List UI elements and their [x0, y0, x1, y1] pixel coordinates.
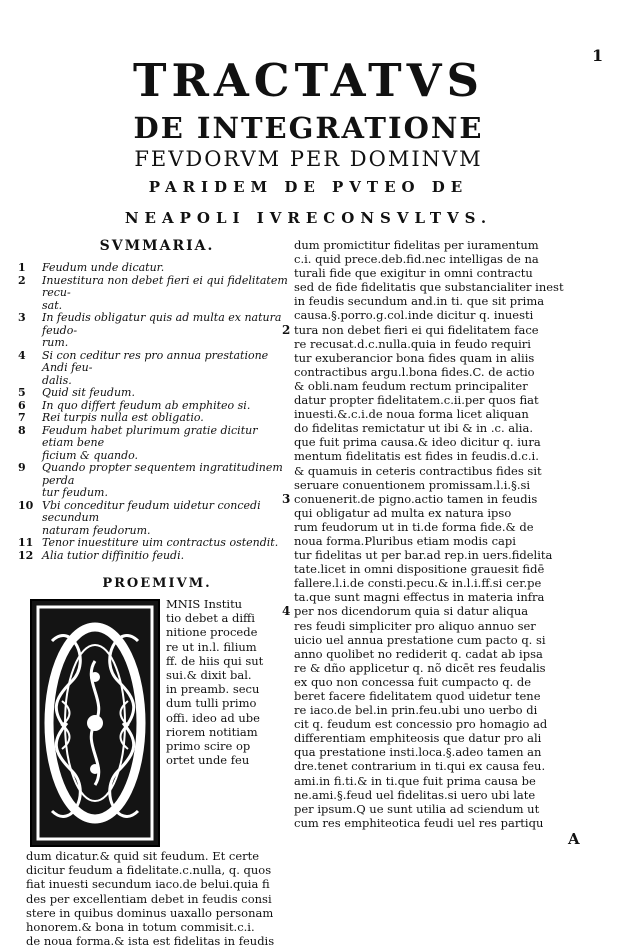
text-line — [294, 759, 590, 773]
summaria-item-number: 4 — [18, 348, 26, 362]
page-number: 1 — [592, 46, 604, 65]
proemium-line: ff. de hiis qui sut — [166, 653, 264, 668]
summaria-item — [18, 498, 288, 525]
text-line — [294, 534, 590, 548]
ornament-icon — [32, 601, 158, 845]
summaria-item-text: Feudum unde dicatur. — [42, 261, 165, 274]
text-line — [294, 506, 590, 520]
text-line — [294, 745, 590, 759]
proemium-heading: PROEMIVM. — [102, 576, 212, 591]
proemium-line: primo scire op — [166, 739, 251, 754]
line-text: do fidelitas remictatur ut ibi & in .c. alia. — [294, 421, 533, 436]
summaria-item-number: 7 — [18, 411, 26, 424]
line-text: res feudi simpliciter pro aliquo annuo ser — [294, 618, 536, 633]
line-text: seruare conuentionem promissam.l.i.§.si — [294, 477, 531, 492]
line-text: ami.in fi.ti.& in ti.que fuit prima causa be — [294, 773, 536, 788]
proemium-continuation — [26, 849, 288, 948]
summaria-list — [18, 261, 291, 562]
line-text: differentiam emphiteosis que datur pro ali — [294, 731, 542, 746]
text-line — [294, 689, 590, 703]
summaria-item — [18, 461, 288, 487]
summaria-item-number: 1 — [18, 261, 26, 274]
summaria-item-text: rum. — [42, 336, 69, 349]
proemium-line: dum tulli primo — [166, 696, 257, 711]
summaria-item-text: ficium & quando. — [42, 448, 139, 462]
line-text: tate.licet in omni dispositione grauesit fidē — [294, 562, 545, 577]
line-text: mentum fidelitatis est fides in feudis.d.c.i. — [294, 449, 539, 464]
text-line — [294, 647, 590, 661]
line-text: & obli.nam feudum rectum principaliter — [294, 378, 528, 393]
summaria-item-text: tur feudum. — [42, 486, 108, 499]
summaria-item-number: 10 — [18, 498, 34, 512]
line-text: & quamuis in ceteris contractibus fides sit — [294, 463, 542, 478]
line-text: per nos dicendorum quia si datur aliqua — [294, 604, 529, 619]
text-line — [294, 731, 590, 745]
line-text: tur exuberancior bona fides quam in aliis — [294, 350, 535, 365]
line-text: causa.§.porro.g.col.inde dicitur q. inuesti — [294, 308, 534, 323]
margin-number: 2 — [282, 322, 291, 337]
line-text: ex quo non concessa fuit cumpacto q. de — [294, 674, 532, 689]
summaria-item-text: Inuestitura non debet fieri ei qui fidelitatem recu- — [42, 273, 288, 299]
summaria-item — [18, 273, 288, 300]
proemium-line: re ut in.l. filium — [166, 639, 257, 654]
summaria-heading: SVMMARIA. — [99, 238, 215, 254]
line-text: dre.tenet contrarium in ti.qui ex causa feu. — [294, 759, 546, 774]
summaria-item-number: 6 — [18, 398, 26, 412]
text-line — [294, 351, 590, 365]
line-text: rum feudorum ut in ti.de forma fide.& de — [294, 519, 534, 534]
line-text: re recusat.d.c.nulla.quia in feudo requiri — [294, 336, 531, 351]
line-text: turali fide que exigitur in omni contractu — [294, 266, 533, 281]
text-line — [294, 717, 590, 731]
summaria-item-text: Quid sit feudum. — [42, 386, 135, 399]
proemium-line: in preamb. secu — [166, 682, 260, 697]
summaria-item-text: Alia tutior diffinitio feudi. — [42, 548, 185, 562]
text-line — [294, 816, 590, 830]
summaria-item-text: Quando propter sequentem ingratitudinem perda — [42, 461, 283, 487]
summaria-item-text: dalis. — [42, 373, 72, 387]
line-text: cum res emphiteotica feudi uel res partiqu — [294, 815, 544, 830]
text-line — [294, 280, 590, 294]
summaria-item — [18, 423, 288, 450]
proemium-first-lines — [166, 597, 290, 767]
text-line — [294, 379, 590, 393]
summaria-item — [18, 548, 288, 563]
text-line — [294, 337, 590, 351]
line-text: anno quolibet no rediderit q. cadat ab ipsa — [294, 646, 543, 661]
line-text: uicio uel annua prestatione cum pacto q. si — [294, 632, 546, 647]
text-line — [294, 633, 590, 647]
proemium-line: fiat inuesti secundum iaco.de belui.quia fi — [26, 877, 270, 892]
text-line — [294, 703, 590, 717]
proemium-line: riorem notitiam — [166, 724, 258, 739]
summaria-item-text: sat. — [42, 298, 63, 312]
line-text: dum promictitur fidelitas per iuramentum — [294, 238, 539, 252]
right-column — [282, 238, 590, 830]
margin-number: 3 — [282, 491, 291, 506]
line-text: tur fidelitas ut per bar.ad rep.in uers.fidelita — [294, 548, 553, 563]
proemium-line: stere in quibus dominus uaxallo personam — [26, 905, 274, 920]
summaria-item-text: Vbi conceditur feudum uidetur concedi secundum — [42, 498, 261, 524]
text-line — [294, 464, 590, 478]
text-line — [282, 491, 590, 506]
proemium-line: offi. ideo ad ube — [166, 710, 260, 725]
line-text: per ipsum.Q ue sunt utilia ad sciendum ut — [294, 801, 540, 816]
summaria-item-text: Feudum habet plurimum gratie dicitur etiam bene — [42, 423, 258, 449]
title-line-3: FEVDORVM PER DOMINVM — [134, 147, 483, 171]
line-text: in feudis secundum and.in ti. que sit prima — [294, 294, 545, 309]
line-text: qui obligatur ad multa ex natura ipso — [294, 505, 512, 520]
text-line — [294, 675, 590, 689]
text-line — [294, 520, 590, 534]
text-line — [294, 308, 590, 322]
proemium-line: ortet unde feu — [166, 753, 250, 768]
text-line — [294, 548, 590, 562]
title-line-1: TRACTATVS — [133, 54, 484, 107]
summaria-item-text: In feudis obligatur quis ad multa ex natura feudo- — [42, 311, 282, 337]
proemium-line: tio debet a diffi — [166, 611, 255, 626]
line-text: sed de fide fidelitatis que substancialiter inest — [294, 280, 564, 295]
text-line — [282, 604, 590, 619]
proemium-line: des per excellentiam debet in feudis consi — [26, 891, 272, 906]
line-text: c.i. quid prece.deb.fid.nec intelligas de na — [294, 252, 539, 267]
summaria-item-number: 5 — [18, 386, 26, 399]
summaria-item-number: 12 — [18, 548, 34, 562]
line-text: ne.ami.§.feud uel fidelitas.si uero ubi late — [294, 787, 536, 802]
text-line — [294, 774, 590, 788]
catchword: A — [568, 830, 580, 848]
line-text: contractibus argu.l.bona fides.C. de actio — [294, 364, 535, 379]
left-column — [18, 238, 291, 948]
text-line — [282, 322, 590, 337]
line-text: tura non debet fieri ei qui fidelitatem face — [294, 322, 539, 337]
text-line — [294, 590, 590, 604]
text-line — [294, 421, 590, 435]
text-line — [294, 562, 590, 576]
text-line — [294, 449, 590, 463]
text-line — [294, 576, 590, 590]
line-text: beret facere fidelitatem quod uidetur tene — [294, 689, 541, 703]
line-text: inuesti.&.c.i.de noua forma licet aliquan — [294, 407, 529, 422]
summaria-item-text: Si con ceditur res pro annua prestatione Andi feu- — [42, 348, 269, 374]
proemium-line: de noua forma.& ista est fidelitas in feudis — [26, 934, 275, 948]
line-text: que fuit prima causa.& ideo dicitur q. iura — [294, 435, 541, 450]
text-line — [294, 661, 590, 675]
proemium-line: dicitur feudum a fidelitate.c.nulla, q. quos — [26, 863, 272, 878]
line-text: cit q. feudum est concessio pro homagio ad — [294, 717, 548, 732]
summaria-item-text: naturam feudorum. — [42, 523, 151, 537]
text-line — [294, 393, 590, 407]
proemium-line: dum dicatur.& quid sit feudum. Et certe — [26, 849, 260, 863]
text-line — [294, 252, 590, 266]
line-text: ta.que sunt magni effectus in materia infra — [294, 590, 545, 605]
text-line — [294, 238, 590, 252]
proemium-line: honorem.& bona in totum commisit.c.i. — [26, 920, 255, 935]
summaria-item-text: In quo differt feudum ab emphiteo si. — [42, 398, 251, 412]
decorated-initial-o — [30, 599, 160, 847]
title-line-4: PARIDEM DE PVTEO DE — [148, 178, 469, 196]
line-text: qua prestatione insti.loca.§.adeo tamen an — [294, 745, 542, 760]
summaria-item-number: 2 — [18, 273, 26, 287]
text-line — [294, 365, 590, 379]
margin-number: 4 — [282, 604, 291, 619]
text-line — [294, 266, 590, 280]
title-line-5: NEAPOLI IVRECONSVLTVS. — [124, 209, 493, 227]
text-line — [294, 294, 590, 308]
summaria-item-number: 11 — [18, 536, 34, 549]
proemium-line: MNIS Institu — [166, 597, 243, 611]
initial-block — [26, 597, 291, 849]
summaria-item — [18, 348, 288, 375]
summaria-item-number: 8 — [18, 423, 26, 437]
text-line — [294, 435, 590, 449]
line-text: noua forma.Pluribus etiam modis capi — [294, 533, 516, 548]
proemium-line: nitione procede — [166, 625, 258, 640]
line-text: datur propter fidelitatem.c.ii.per quos fiat — [294, 393, 539, 408]
title-line-2: DE INTEGRATIONE — [133, 111, 484, 145]
summaria-item-number: 3 — [18, 311, 26, 324]
line-text: re iaco.de bel.in prin.feu.ubi uno uerbo di — [294, 703, 538, 718]
summaria-item — [18, 311, 291, 337]
summaria-item-number: 9 — [18, 461, 26, 474]
summaria-item-text: Tenor inuestiture uim contractus ostendit. — [42, 536, 279, 549]
line-text: fallere.l.i.de consti.pecu.& in.l.i.ff.si cer.pe — [294, 576, 542, 591]
summaria-item-text: Rei turpis nulla est obligatio. — [42, 411, 204, 424]
text-line — [294, 802, 590, 816]
proemium-line: sui.& dixit bal. — [166, 668, 252, 683]
line-text: re & dño applicetur q. nõ dicēt res feudalis — [294, 660, 546, 675]
text-line — [294, 407, 590, 421]
text-line — [294, 478, 590, 492]
line-text: conuenerit.de pigno.actio tamen in feudis — [294, 491, 538, 506]
text-line — [294, 619, 590, 633]
text-line — [294, 788, 590, 802]
